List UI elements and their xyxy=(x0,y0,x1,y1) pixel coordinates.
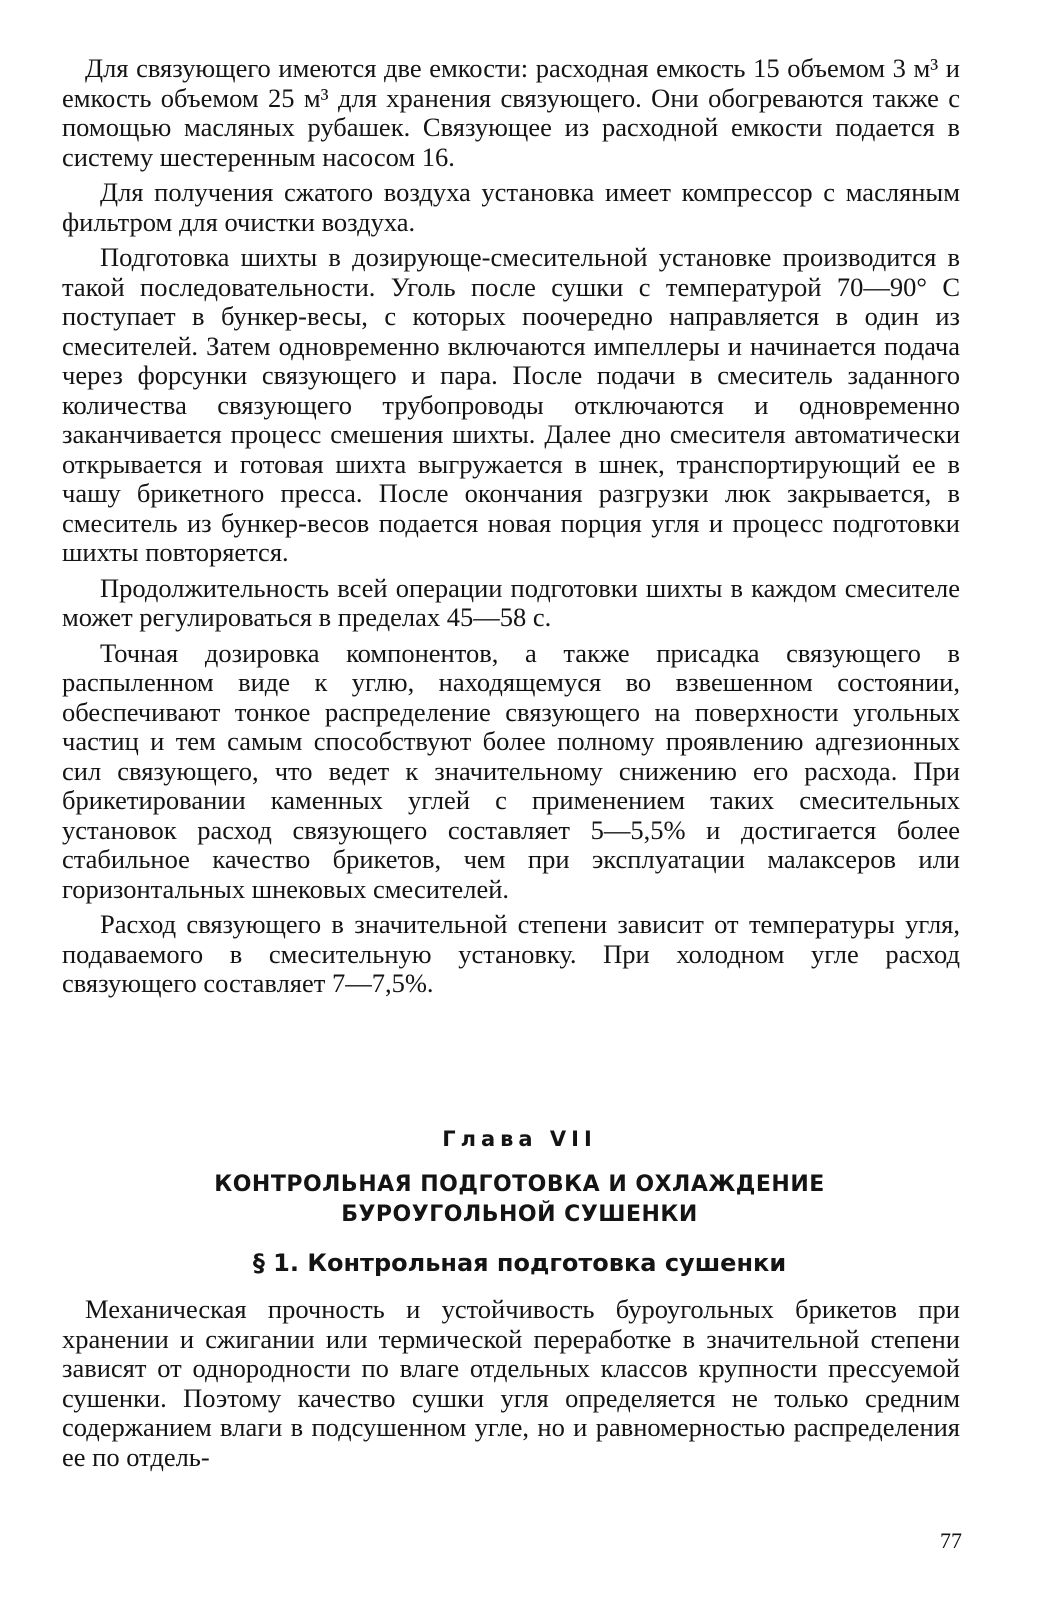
body-text-bottom xyxy=(62,1295,960,1478)
paragraph-duration: Продолжительность всей операции подготовки шихты в каждом смесителе может регулироваться в пределах 45—58 с. xyxy=(62,572,960,632)
paragraph-section-intro: Механическая прочность и устойчивость буроугольных брикетов при хранении и сжигании или термической переработке в значительной степени зависят от однородности по влаге отдельных классов крупности прессуемой сушенки. Поэтому качество сушки угля определяется не только средним содержанием влаги в подсушенном угле, но и равномерностью распределения ее по отдель- xyxy=(62,1294,960,1472)
paragraph-compressor: Для получения сжатого воздуха установка имеет компрессор с масляным фильтром для очистки воздуха. xyxy=(62,177,960,237)
paragraph-dosing: Точная дозировка компонентов, а также присадка связующего в распыленном виде к углю, находящемуся во взвешенном состоянии, обеспечивают тонкое распределение связующего на поверхности угольных частиц и тем самым способствуют более полному проявлению адгезионных сил связующего, что ведет к значительному снижению его расхода. При брикетировании каменных углей с применением таких смесительных установок расход связующего составляет 5—5,5% и достигается более стабильное качество брикетов, чем при эксплуатации малаксеров или горизонтальных шнековых смесителей. xyxy=(62,637,960,904)
chapter-title-line-1: КОНТРОЛЬНАЯ ПОДГОТОВКА И ОХЛАЖДЕНИЕ xyxy=(214,1172,825,1197)
chapter-title xyxy=(0,1170,1039,1230)
chapter-title-line-2: БУРОУГОЛЬНОЙ СУШЕНКИ xyxy=(341,1202,698,1227)
paragraph-binder-consumption: Расход связующего в значительной степени зависит от температуры угля, подаваемого в смесительную установку. При холодном угле расход связующего составляет 7—7,5%. xyxy=(62,909,960,998)
paragraph-binder-tanks: Для связующего имеются две емкости: расходная емкость 15 объемом 3 м³ и емкость объемом 25 м³ для хранения связующего. Они обогреваются также с помощью масляных рубашек. Связующее из расходной емкости подается в систему шестеренным насосом 16. xyxy=(62,53,960,172)
chapter-label: Глава VII xyxy=(442,1127,597,1151)
section-title: § 1. Контрольная подготовка сушенки xyxy=(252,1249,787,1277)
body-text-top xyxy=(62,54,960,1005)
paragraph-charge-preparation: Подготовка шихты в дозирующе-смесительной установке производится в такой последовательности. Уголь после сушки с температурой 70—90° С поступает в бункер-весы, с которых поочередно направляется в один из смесителей. Затем одновременно включаются импеллеры и начинается подача через форсунки связующего и пара. После подачи в смеситель заданного количества связующего трубопроводы отключаются и одновременно заканчивается процесс смешения шихты. Далее дно смесителя автоматически открывается и готовая шихта выгружается в шнек, транспортирующий ее в чашу брикетного пресса. После окончания разгрузки люк закрывается, в смеситель из бункер-весов подается новая порция угля и процесс подготовки шихты повторяется. xyxy=(62,242,960,567)
page-number: 77 xyxy=(940,1528,962,1553)
